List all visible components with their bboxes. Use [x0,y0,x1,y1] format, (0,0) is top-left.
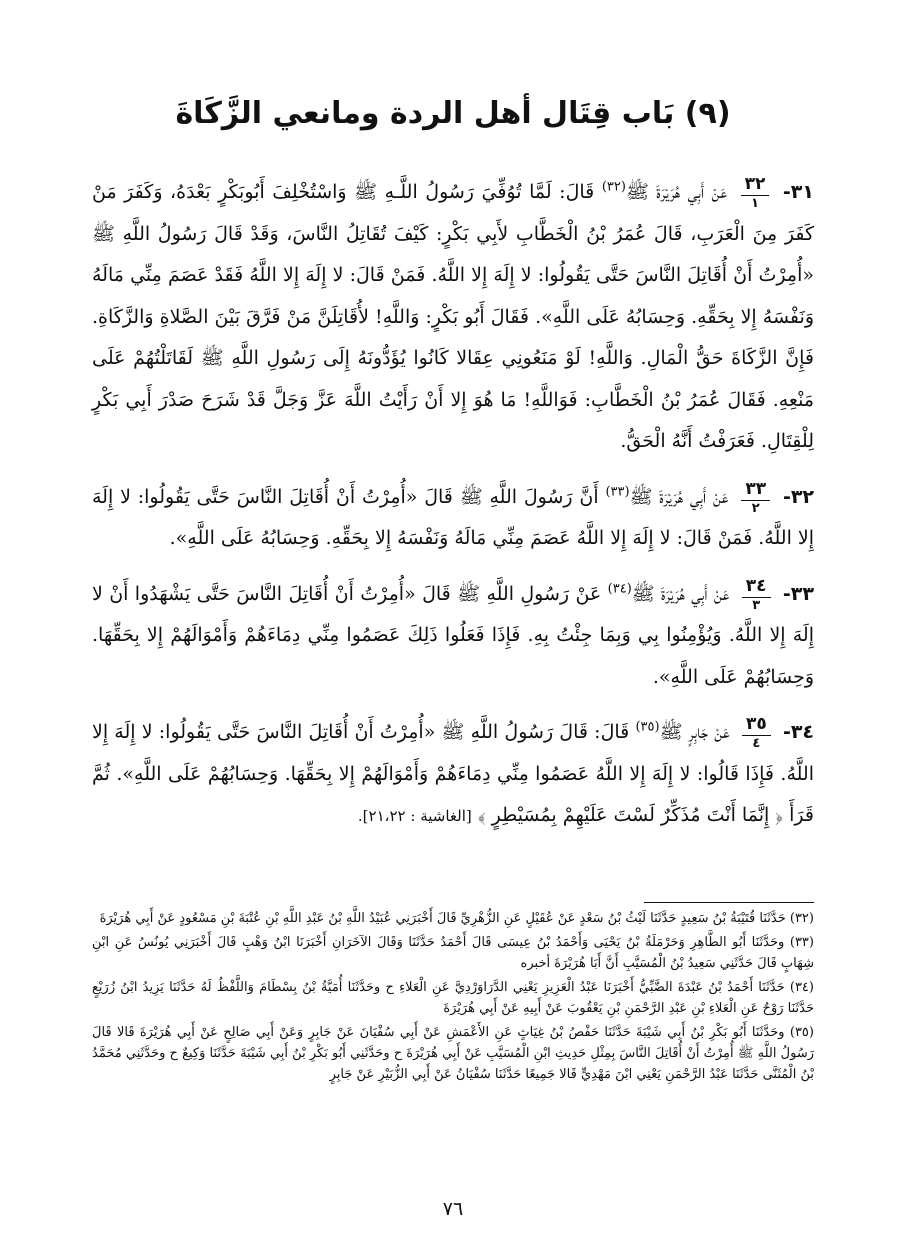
hadith-number-bottom: ٤ [752,736,761,751]
hadith-number-fraction [742,575,771,613]
hadith-32 [92,477,814,560]
hadith-lead: عَنْ أَبِي هُرَيْرَةَ ﷺ [629,485,729,508]
quran-citation: [الغاشية : ٢١،٢٢]. [357,807,472,825]
hadith-text: عَنْ رَسُولِ اللَّهِ ﷺ قَالَ «أُمِرْتُ أَنْ أُقَاتِلَ النَّاسَ حَتَّى يَشْهَدُوا أَنْ لا إِلَهَ إِلا اللَّهُ. وَيُؤْمِنُوا بِي وَبِمَا جِئْتُ بِهِ. فَإِذَا فَعَلُوا ذَلِكَ عَصَمُوا مِنِّي دِمَاءَهُمْ وَأَمْوَالَهُمْ إِلا بِحَقِّهَا. وَحِسَابُهُمْ عَلَى اللَّهِ». [92,582,814,688]
hadith-number-top: ٣٣ [741,481,770,501]
page [92,96,814,1220]
footnotes [92,908,814,1088]
hadith-number-top: ٣٥ [742,716,771,736]
footnote-33: (٣٣) وحَدَّثَنَا أَبُو الطَّاهِرِ وَحَرْمَلَةُ بْنُ يَحْيَى وَأَحْمَدُ بْنُ عِيسَى قَالَ أَحْمَدُ حَدَّثَنَا وَقَالَ الآخَرَانِ أَخْبَرَنَا ابْنُ وَهْبٍ قَالَ أَخْبَرَنِي يُونُسُ عَنِ ابْنِ شِهَابٍ قَالَ حَدَّثَنِي سَعِيدُ بْنُ الْمُسَيَّبِ أَنَّ أَبَا هُرَيْرَةَ أخبره [92,935,814,971]
hadith-seq: ٣٢- [782,485,815,508]
chapter-title: (٩) بَاب قِتَال أهل الردة ومانعي الزَّكَاةَ [175,96,731,131]
hadith-31 [92,172,814,463]
hadith-number-fraction [741,176,770,210]
footnote-ref[interactable]: (٣٤) [607,581,632,597]
hadith-seq: ٣١- [782,181,814,203]
hadith-number-bottom: ٢ [751,500,760,516]
hadith-number-bottom: ١ [751,196,759,211]
footnote-34: (٣٤) حَدَّثَنَا أَحْمَدُ بْنُ عَبْدَةَ الضَّبِّيُّ أَخْبَرَنَا عَبْدُ الْعَزِيزِ يَعْنِي الدَّرَاوَرْدِيَّ عَنِ الْعَلاءِ ح وحَدَّثَنَا أُمَيَّةُ بْنُ بِسْطَامَ وَاللَّفْظُ لَهُ حَدَّثَنَا يَزِيدُ ابْنُ زُرَيْعٍ حَدَّثَنَا رَوْحٌ عَنِ الْعَلاءِ بْنِ عَبْدِ الرَّحْمَنِ بْنِ يَعْقُوبَ عَنْ أَبِيهِ عَنْ أَبِي هُرَيْرَةَ [92,980,814,1016]
hadith-number-top: ٣٢ [741,176,770,196]
footnote-32: (٣٢) حَدَّثَنَا قُتَيْبَةُ بْنُ سَعِيدٍ حَدَّثَنَا لَيْثُ بْنُ سَعْدٍ عَنْ عُقَيْلٍ عَنِ الزُّهْرِيِّ قَالَ أَخْبَرَنِي عُبَيْدُ اللَّهِ بْنُ عَبْدِ اللَّهِ بْنِ عُتْبَةَ بْنِ مَسْعُودٍ عَنْ أَبِي هُرَيْرَةَ [99,911,814,926]
hadith-34 [92,712,814,838]
hadith-text: قَالَ: قَالَ رَسُولُ اللَّهِ ﷺ «أُمِرْتُ أَنْ أُقَاتِلَ النَّاسَ حَتَّى يَقُولُوا: لا إِلَهَ إِلا اللَّهُ. فَإِذَا قَالُوا: لا إِلَهَ إِلا اللَّهُ عَصَمُوا مِنِّي دِمَاءَهُمْ وَأَمْوَالَهُمْ إِلا بِحَقِّهَا. وَحِسَابُهُمْ عَلَى اللَّهِ». ثُمَّ قَرَأَ ﴿ إِنَّمَا أَنْتَ مُذَكِّرٌ لَسْتَ عَلَيْهِمْ بِمُسَيْطِرٍ ﴾ [92,721,814,826]
hadith-33 [92,574,814,699]
footnote-ref[interactable]: (٣٥) [635,719,660,735]
hadith-number-fraction [741,478,770,516]
footnote-divider [644,902,814,903]
hadith-lead: عَنْ أَبِي هُرَيْرَةَ ﷺ [631,582,730,605]
hadith-number-top: ٣٤ [742,578,771,598]
hadith-seq: ٣٣- [782,582,814,605]
hadith-seq: ٣٤- [782,721,815,743]
footnote-35: (٣٥) وحَدَّثَنَا أَبُو بَكْرِ بْنُ أَبِي شَيْبَةَ حَدَّثَنَا حَفْصُ بْنُ غِيَاثٍ عَنِ الأَعْمَشِ عَنْ أَبِي سُفْيَانَ عَنْ جَابِرٍ وَعَنْ أَبِي صَالِحٍ عَنْ أَبِي هُرَيْرَةَ قَالا قَالَ رَسُولُ اللَّهِ ﷺ أُمِرْتُ أَنْ أُقَاتِلَ النَّاسَ بِمِثْلِ حَدِيثِ ابْنِ الْمُسَيَّبِ عَنْ أَبِي هُرَيْرَةَ ح وحَدَّثَنِي أَبُو بَكْرِ بْنُ أَبِي شَيْبَةَ حَدَّثَنَا وَكِيعٌ ح وحَدَّثَنِي مُحَمَّدُ بْنُ الْمُثَنَّى حَدَّثَنَا عَبْدُ الرَّحْمَنِ يَعْنِي ابْنَ مَهْدِيٍّ قَالا جَمِيعًا حَدَّثَنَا سُفْيَانُ عَنْ أَبِي الزُّبَيْرِ عَنْ جَابِرٍ [92,1025,814,1082]
hadith-lead: عَنْ جَابِرٍ ﷺ [659,721,730,743]
hadith-number-fraction [742,716,771,750]
footnote-ref[interactable]: (٣٢) [601,179,626,195]
hadith-number-bottom: ٣ [752,597,761,613]
hadith-text: قَالَ: لَمَّا تُوُفِّيَ رَسُولُ اللَّـهِ ﷺ وَاسْتُخْلِفَ أَبُوبَكْرٍ بَعْدَهُ، وَكَفَرَ مَنْ كَفَرَ مِنَ الْعَرَبِ، قَالَ عُمَرُ بْنُ الْخَطَّابِ لأَبِي بَكْرٍ: كَيْفَ تُقَاتِلُ النَّاسَ، وَقَدْ قَالَ رَسُولُ اللَّهِ ﷺ «أُمِرْتُ أَنْ أُقَاتِلَ النَّاسَ حَتَّى يَقُولُوا: لا إِلَهَ إِلا اللَّهُ. فَمَنْ قَالَ: لا إِلَهَ إِلا اللَّهُ فَقَدْ عَصَمَ مِنِّي مَالَهُ وَنَفْسَهُ إِلا بِحَقِّهِ. وَحِسَابُهُ عَلَى اللَّهِ». فَقَالَ أَبُو بَكْرٍ: وَاللَّهِ! لأُقَاتِلَنَّ مَنْ فَرَّقَ بَيْنَ الصَّلاةِ وَالزَّكَاةِ. فَإِنَّ الزَّكَاةَ حَقُّ الْمَالِ. وَاللَّهِ! لَوْ مَنَعُونِي عِقَالا كَانُوا يُؤَدُّونَهُ إِلَى رَسُولِ اللَّهِ ﷺ لَقَاتَلْتُهُمْ عَلَى مَنْعِهِ. فَقَالَ عُمَرُ بْنُ الْخَطَّابِ: فَوَاللَّهِ! مَا هُوَ إِلا أَنْ رَأَيْتُ اللَّهَ عَزَّ وَجَلَّ قَدْ شَرَحَ صَدْرَ أَبِي بَكْرٍ لِلْقِتَالِ. فَعَرَفْتُ أَنَّهُ الْحَقُّ. [92,181,814,452]
hadith-lead: عَنْ أَبِي هُرَيْرَةَ ﷺ [625,181,728,203]
page-number: ٧٦ [442,1198,464,1220]
footnote-ref[interactable]: (٣٣) [605,484,630,500]
hadith-text: أَنَّ رَسُولَ اللَّهِ ﷺ قَالَ «أُمِرْتُ أَنْ أُقَاتِلَ النَّاسَ حَتَّى يَقُولُوا: لا إِلَهَ إِلا اللَّهُ. فَمَنْ قَالَ: لا إِلَهَ إِلا اللَّهُ عَصَمَ مِنِّي مَالَهُ وَنَفْسَهُ إِلا بِحَقِّهِ. وَحِسَابُهُ عَلَى اللَّهِ». [92,485,814,549]
